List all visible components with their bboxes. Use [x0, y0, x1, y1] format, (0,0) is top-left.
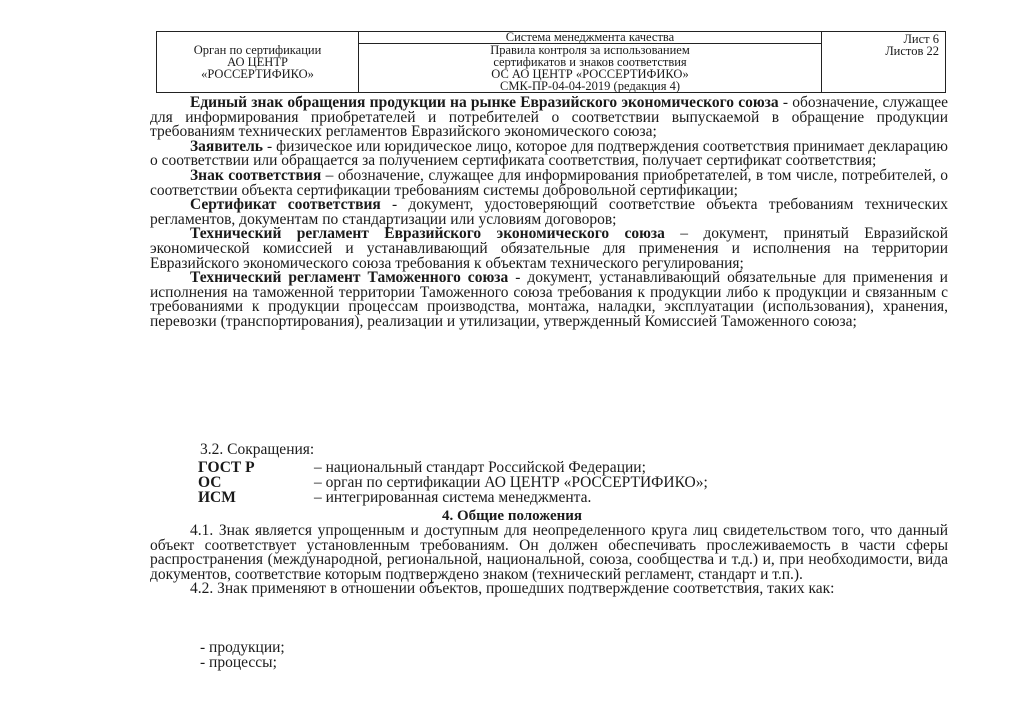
abbreviation-row — [198, 490, 591, 505]
definition-text: - документ, удостоверяющий соответствие объекта требованиям технических регламентов, документам по стандартизации или условиям договоров; — [150, 196, 948, 228]
definition-eaeu-regulation — [150, 227, 948, 271]
sheets-total: Листов 22 — [885, 44, 939, 58]
definition-conformity-mark — [150, 166, 949, 199]
definition-text: - документ, устанавливающий обязательные для применения и исполнения на таможенной территории Таможенного союза требования к продукции либо к продукции и связанным с требованиями к продукции процессам производства, монтажа, наладки, эксплуатации (использования), хранения, перевозки (транспортирования), реализации и утилизации, утвержденный Комиссией Таможенного союза; — [150, 269, 948, 330]
org-line-3: «РОССЕРТИФИКО» — [201, 67, 314, 81]
abbreviation-text: – интегрированная система менеджмента. — [314, 489, 592, 506]
section-4-title: 4. Общие положения — [441, 508, 583, 524]
definitions-block — [150, 96, 948, 330]
section-4-body — [150, 524, 948, 597]
rules-line-1: Правила контроля за использованием — [490, 43, 690, 57]
abbreviations-title: 3.2. Сокращения: — [200, 441, 315, 458]
abbreviation-term: ОС — [198, 474, 222, 491]
definition-customs-union-regulation — [150, 271, 948, 329]
paragraph-4-1: 4.1. Знак является упрощенным и доступным для неопределенного круга лиц свидетельством того, что данный объект соответствует установленным требованиям. Он должен обеспечивать прослеживаемость в части сферы распространения (международной, региональной, национальной, союза, сообщества и т.д.) и, при необходимости, вида документов, соответствие которым подтверждено знаком (технический регламент, стандарт и т.п.). — [150, 522, 948, 583]
definition-term: Единый знак обращения продукции на рынке Евразийского экономического союза — [190, 94, 779, 111]
definition-term: Технический регламент Евразийского экономического союза — [190, 225, 665, 243]
abbreviation-row — [198, 475, 708, 490]
certification-body-cell — [157, 32, 359, 93]
quality-system-title: Система менеджмента качества — [359, 32, 822, 44]
definition-certificate — [150, 198, 948, 227]
abbreviation-text: – орган по сертификации АО ЦЕНТР «РОССЕРТИФИКО»; — [314, 474, 708, 491]
rules-line-2: сертификатов и знаков соответствия — [493, 55, 687, 69]
definition-term: Сертификат соответствия — [190, 196, 381, 214]
sheet-number: Лист 6 — [903, 32, 939, 46]
page-number-cell — [822, 32, 946, 93]
paragraph-4-2: 4.2. Знак применяют в отношении объектов, прошедших подтверждение соответствия, таких как: — [190, 580, 835, 598]
definition-term: Знак соответствия — [190, 166, 322, 184]
rules-line-3: ОС АО ЦЕНТР «РОССЕРТИФИКО» — [491, 67, 689, 81]
org-line-2: АО ЦЕНТР — [227, 55, 288, 69]
abbreviation-text: – национальный стандарт Российской Федерации; — [314, 459, 646, 476]
definition-applicant — [150, 137, 948, 170]
abbreviation-term: ГОСТ Р — [198, 459, 255, 476]
rules-title-cell — [359, 44, 822, 93]
definition-text: – обозначение, служащее для информирования приобретателей, в том числе, потребителей, о соответствии объекта сертификации требованиям системы добровольной сертификации; — [150, 166, 949, 199]
abbreviation-term: ИСМ — [198, 489, 236, 506]
org-line-1: Орган по сертификации — [193, 43, 322, 57]
definition-term: Заявитель — [190, 137, 264, 155]
definition-text: – документ, принятый Евразийской экономической комиссией и устанавливающий обязательные для применения и исполнения на территории Евразийского экономического союза требования к объектам технического регулирования; — [150, 225, 948, 272]
list-item: - процессы; — [200, 654, 277, 671]
definition-text: - физическое или юридическое лицо, которое для подтверждения соответствия принимает декларацию о соответствии или обращается за получением сертификата соответствия, получает сертификат соответствия; — [150, 137, 948, 170]
document-header-table — [156, 31, 946, 93]
definition-text: - обозначение, служащее для информирования приобретателей и потребителей о соответствии выпускаемой в обращение продукции требованиям технических регламентов Евразийского экономического союза; — [150, 94, 948, 141]
list-item: - продукции; — [200, 639, 285, 656]
definition-term: Технический регламент Таможенного союза — [190, 269, 509, 287]
rules-line-4: СМК-ПР-04-04-2019 (редакция 4) — [500, 79, 680, 93]
abbreviation-row — [198, 460, 646, 475]
definition-eaeu-mark — [150, 96, 948, 140]
